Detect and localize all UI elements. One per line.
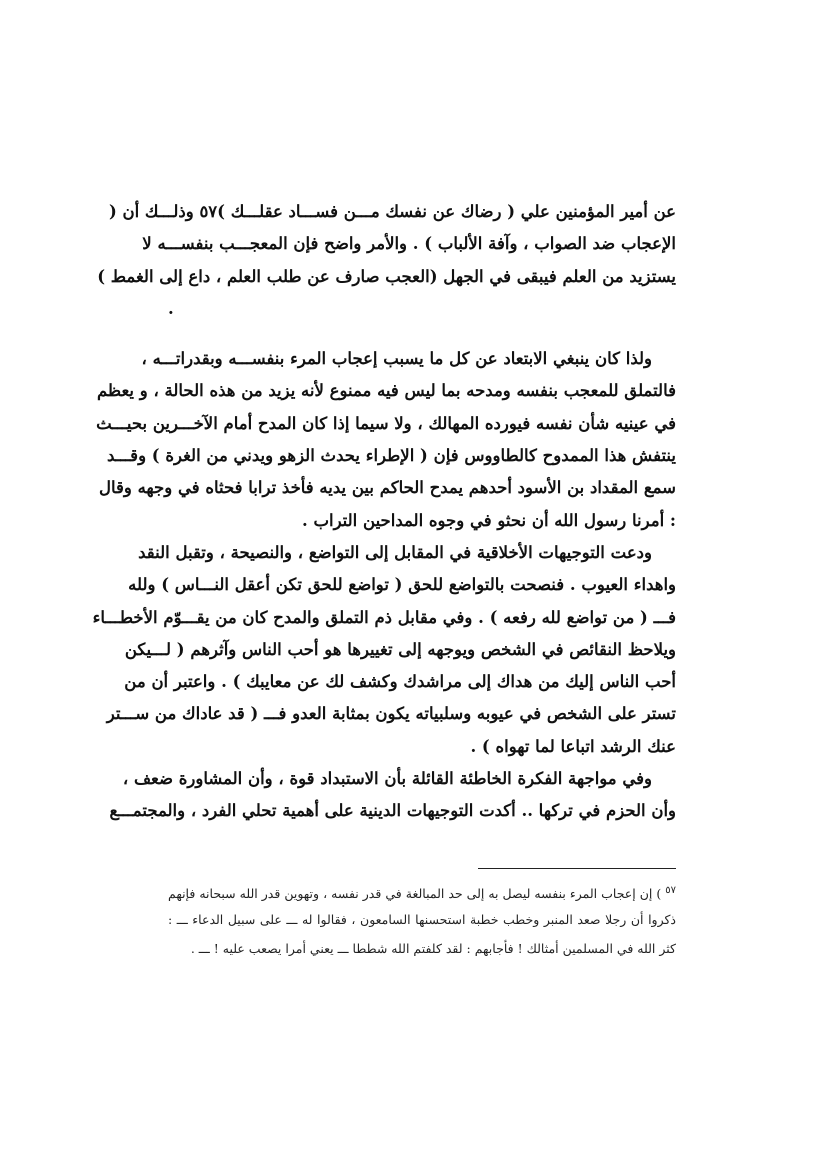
- paragraph-1: [97, 196, 676, 325]
- footnote-text: ) إن إعجاب المرء بنفسه ليصل به إلى حد المبالغة في قدر نفسه ، وتهوين قدر الله سبحانه فإنهم: [168, 886, 662, 902]
- text-line: تستر على الشخص في عيوبه وسلبياته يكون بمثابة العدو فـــ ( قد عاداك من ســـتر: [106, 704, 676, 724]
- text-line: وفي مواجهة الفكرة الخاطئة القائلة بأن الاستبداد قوة ، وأن المشاورة ضعف ،: [122, 769, 652, 789]
- text-line: فـــ ( من تواضع لله رفعه ) . وفي مقابل ذم التملق والمدح كان من يقـــوّم الأخطـــاء: [92, 607, 676, 627]
- text-line: ويلاحظ النقائص في الشخص ويوجهه إلى تغييرها هو أحب الناس وآثرهم ( لـــيكن: [124, 639, 676, 659]
- footnote-line: ذكروا أن رجلا صعد المنبر وخطب خطبة استحسنها السامعون ، فقالوا له ـــ على سبيل الدعاء ـــ :: [168, 912, 676, 927]
- text-line: ينتفش هذا الممدوح كالطاووس فإن ( الإطراء يحدث الزهو ويدني من الغرة ) وقـــد: [107, 446, 676, 466]
- paragraph-gap: [168, 325, 676, 343]
- text-line: أحب الناس إليك من هداك إلى مراشدك وكشف لك عن معايبك ) . واعتبر أن من: [124, 672, 676, 692]
- footnote-line: [168, 876, 676, 905]
- text-line: في عينيه شأن نفسه فيورده المهالك ، ولا سيما إذا كان المدح أمام الآخـــرين بحيـــث: [96, 413, 676, 433]
- text-line: سمع المقداد بن الأسود أحدهم يمدح الحاكم بين يديه فأخذ ترابا فحثاه في وجهه وقال: [98, 478, 676, 498]
- footnote-divider: [478, 868, 676, 869]
- text-line: عن أمير المؤمنين علي ( رضاك عن نفسك مـــن فســـاد عقلـــك )٥٧ وذلـــك أن (: [108, 202, 676, 221]
- text-line: فالتملق للمعجب بنفسه ومدحه بما ليس فيه ممنوع لأنه يزيد من هذه الحالة ، و يعظم: [96, 381, 676, 401]
- paragraph-3: [92, 537, 676, 763]
- paragraph-4: [109, 763, 676, 828]
- text-line: : أمرنا رسول الله أن نحثو في وجوه المداحين التراب .: [301, 510, 676, 530]
- footnote-number: ٥٧: [665, 885, 676, 896]
- text-line: وأن الحزم في تركها .. أكدت التوجيهات الدينية على أهمية تحلي الفرد ، والمجتمـــع: [109, 801, 676, 821]
- paragraph-2: [96, 343, 676, 537]
- text-line: الإعجاب ضد الصواب ، وآفة الألباب ) . والأمر واضح فإن المعجـــب بنفســـه لا: [142, 234, 676, 254]
- text-line: واهداء العيوب . فنصحت بالتواضع للحق ( تواضع للحق تكن أعقل النـــاس ) ولله: [128, 575, 676, 595]
- text-line: ودعت التوجيهات الأخلاقية في المقابل إلى التواضع ، والنصيحة ، وتقبل النقد: [138, 542, 652, 562]
- text-line: عنك الرشد اتباعا لما تهواه ) .: [470, 736, 676, 756]
- text-line: ولذا كان ينبغي الابتعاد عن كل ما يسبب إعجاب المرء بنفســـه وبقدراتـــه ،: [141, 349, 652, 369]
- footnote: [168, 876, 676, 963]
- text-line: .: [168, 298, 174, 318]
- text-line: يستزيد من العلم فيبقى في الجهل (العجب صارف عن طلب العلم ، داع إلى الغمط ): [97, 266, 676, 286]
- footnote-line: كثر الله في المسلمين أمثالك ! فأجابهم : لقد كلفتم الله شططا ـــ يعني أمرا يصعب عليه ! ـــ .: [190, 941, 676, 956]
- main-text: [92, 196, 676, 828]
